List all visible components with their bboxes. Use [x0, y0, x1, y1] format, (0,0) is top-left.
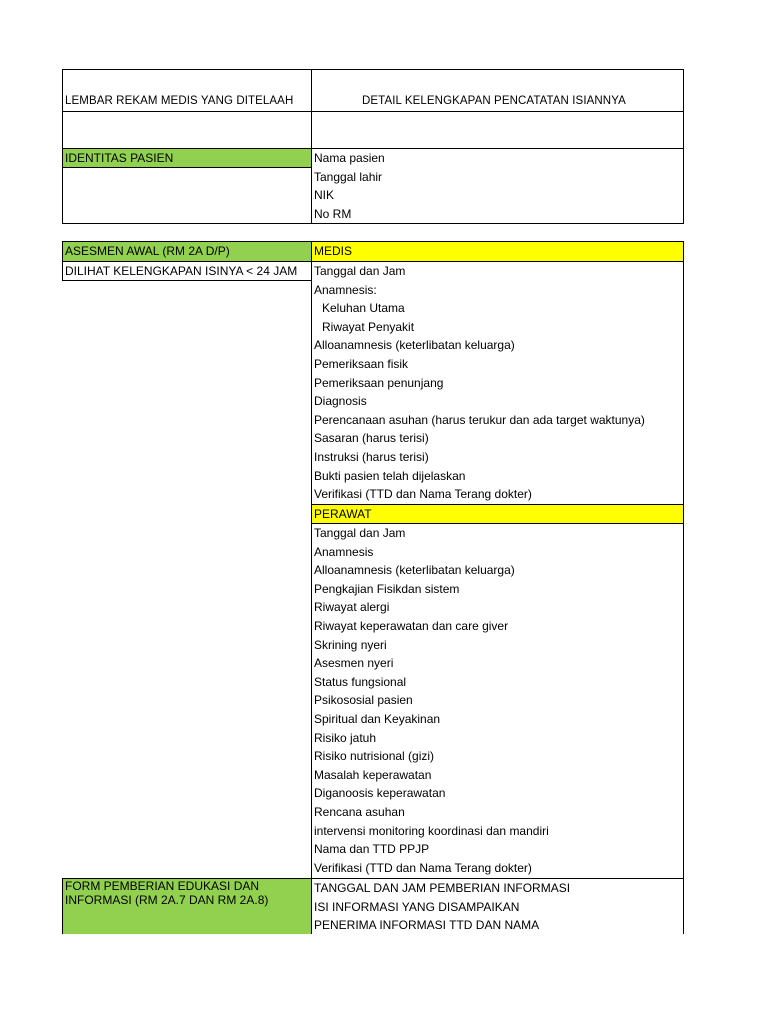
medis-item: Alloanamnesis (keterlibatan keluarga): [314, 338, 515, 353]
asesmen-note: DILIHAT KELENGKAPAN ISINYA < 24 JAM: [65, 264, 298, 278]
perawat-item: Alloanamnesis (keterlibatan keluarga): [314, 563, 515, 578]
perawat-items-cell: [311, 523, 684, 879]
asesmen-note-cell: [62, 261, 312, 281]
medis-label: MEDIS: [314, 244, 353, 258]
header-left-text: LEMBAR REKAM MEDIS YANG DITELAAH: [65, 95, 294, 107]
header-right-cell: [311, 69, 684, 112]
medis-item: Diagnosis: [314, 394, 367, 409]
empty-left-cell: [62, 111, 312, 149]
medis-item: Instruksi (harus terisi): [314, 449, 429, 464]
identitas-items-cell: [311, 148, 684, 224]
asesmen-label-cell: [62, 241, 312, 262]
medis-item: Sasaran (harus terisi): [314, 431, 429, 446]
perawat-item: Anamnesis: [314, 544, 374, 559]
perawat-item: Skrining nyeri: [314, 637, 387, 652]
perawat-item: Psikososial pasien: [314, 693, 413, 708]
edukasi-label: FORM PEMBERIAN EDUKASI DAN INFORMASI (RM 2A.7 DAN RM 2A.8): [65, 879, 269, 907]
empty-right-cell: [311, 111, 684, 149]
medis-item: Perencanaan asuhan (harus terukur dan ada target waktunya): [314, 412, 645, 427]
edukasi-items-cell: [311, 878, 684, 934]
medis-item: Verifikasi (TTD dan Nama Terang dokter): [314, 487, 532, 502]
medis-item: Riwayat Penyakit: [322, 319, 415, 334]
medis-item: Anamnesis:: [314, 282, 377, 297]
medis-item: Pemeriksaan penunjang: [314, 375, 444, 390]
medis-item: Tanggal dan Jam: [314, 264, 406, 278]
perawat-item: Masalah keperawatan: [314, 767, 432, 782]
identitas-item: Nama pasien: [314, 151, 385, 165]
identitas-item: No RM: [314, 206, 352, 221]
perawat-item: Spiritual dan Keyakinan: [314, 711, 441, 726]
medis-items-cell: [311, 261, 684, 505]
header-right-text: DETAIL KELENGKAPAN PENCATATAN ISIANNYA: [362, 95, 626, 107]
medis-item: Keluhan Utama: [322, 301, 405, 316]
perawat-item: Risiko jatuh: [314, 730, 377, 745]
medis-item: Bukti pasien telah dijelaskan: [314, 468, 466, 483]
perawat-label-cell: [311, 504, 684, 524]
asesmen-label: ASESMEN AWAL (RM 2A D/P): [65, 244, 230, 258]
identitas-label-cell: [62, 148, 312, 168]
medis-label-cell: [311, 241, 684, 262]
edukasi-label-cell: [62, 878, 312, 934]
perawat-item: Rencana asuhan: [314, 804, 405, 819]
perawat-item: Nama dan TTD PPJP: [314, 842, 430, 857]
identitas-item: Tanggal lahir: [314, 169, 383, 184]
perawat-item: Verifikasi (TTD dan Nama Terang dokter): [314, 860, 532, 875]
perawat-item: Tanggal dan Jam: [314, 526, 406, 540]
edukasi-item: ISI INFORMASI YANG DISAMPAIKAN: [314, 899, 520, 914]
perawat-label: PERAWAT: [314, 507, 372, 521]
perawat-item: Pengkajian Fisikdan sistem: [314, 581, 460, 596]
identitas-item: NIK: [314, 188, 335, 203]
edukasi-item: PENERIMA INFORMASI TTD DAN NAMA: [314, 918, 540, 933]
identitas-label: IDENTITAS PASIEN: [65, 151, 174, 165]
header-left-cell: [62, 69, 312, 112]
medis-item: Pemeriksaan fisik: [314, 356, 409, 371]
identitas-empty-cell: [62, 167, 312, 224]
perawat-item: Riwayat keperawatan dan care giver: [314, 618, 509, 633]
perawat-item: Diganoosis keperawatan: [314, 786, 446, 801]
perawat-item: Riwayat alergi: [314, 600, 390, 615]
perawat-item: intervensi monitoring koordinasi dan mandiri: [314, 823, 549, 838]
perawat-item: Asesmen nyeri: [314, 656, 394, 671]
edukasi-item: TANGGAL DAN JAM PEMBERIAN INFORMASI: [314, 881, 571, 895]
perawat-item: Risiko nutrisional (gizi): [314, 749, 435, 764]
perawat-item: Status fungsional: [314, 674, 407, 689]
